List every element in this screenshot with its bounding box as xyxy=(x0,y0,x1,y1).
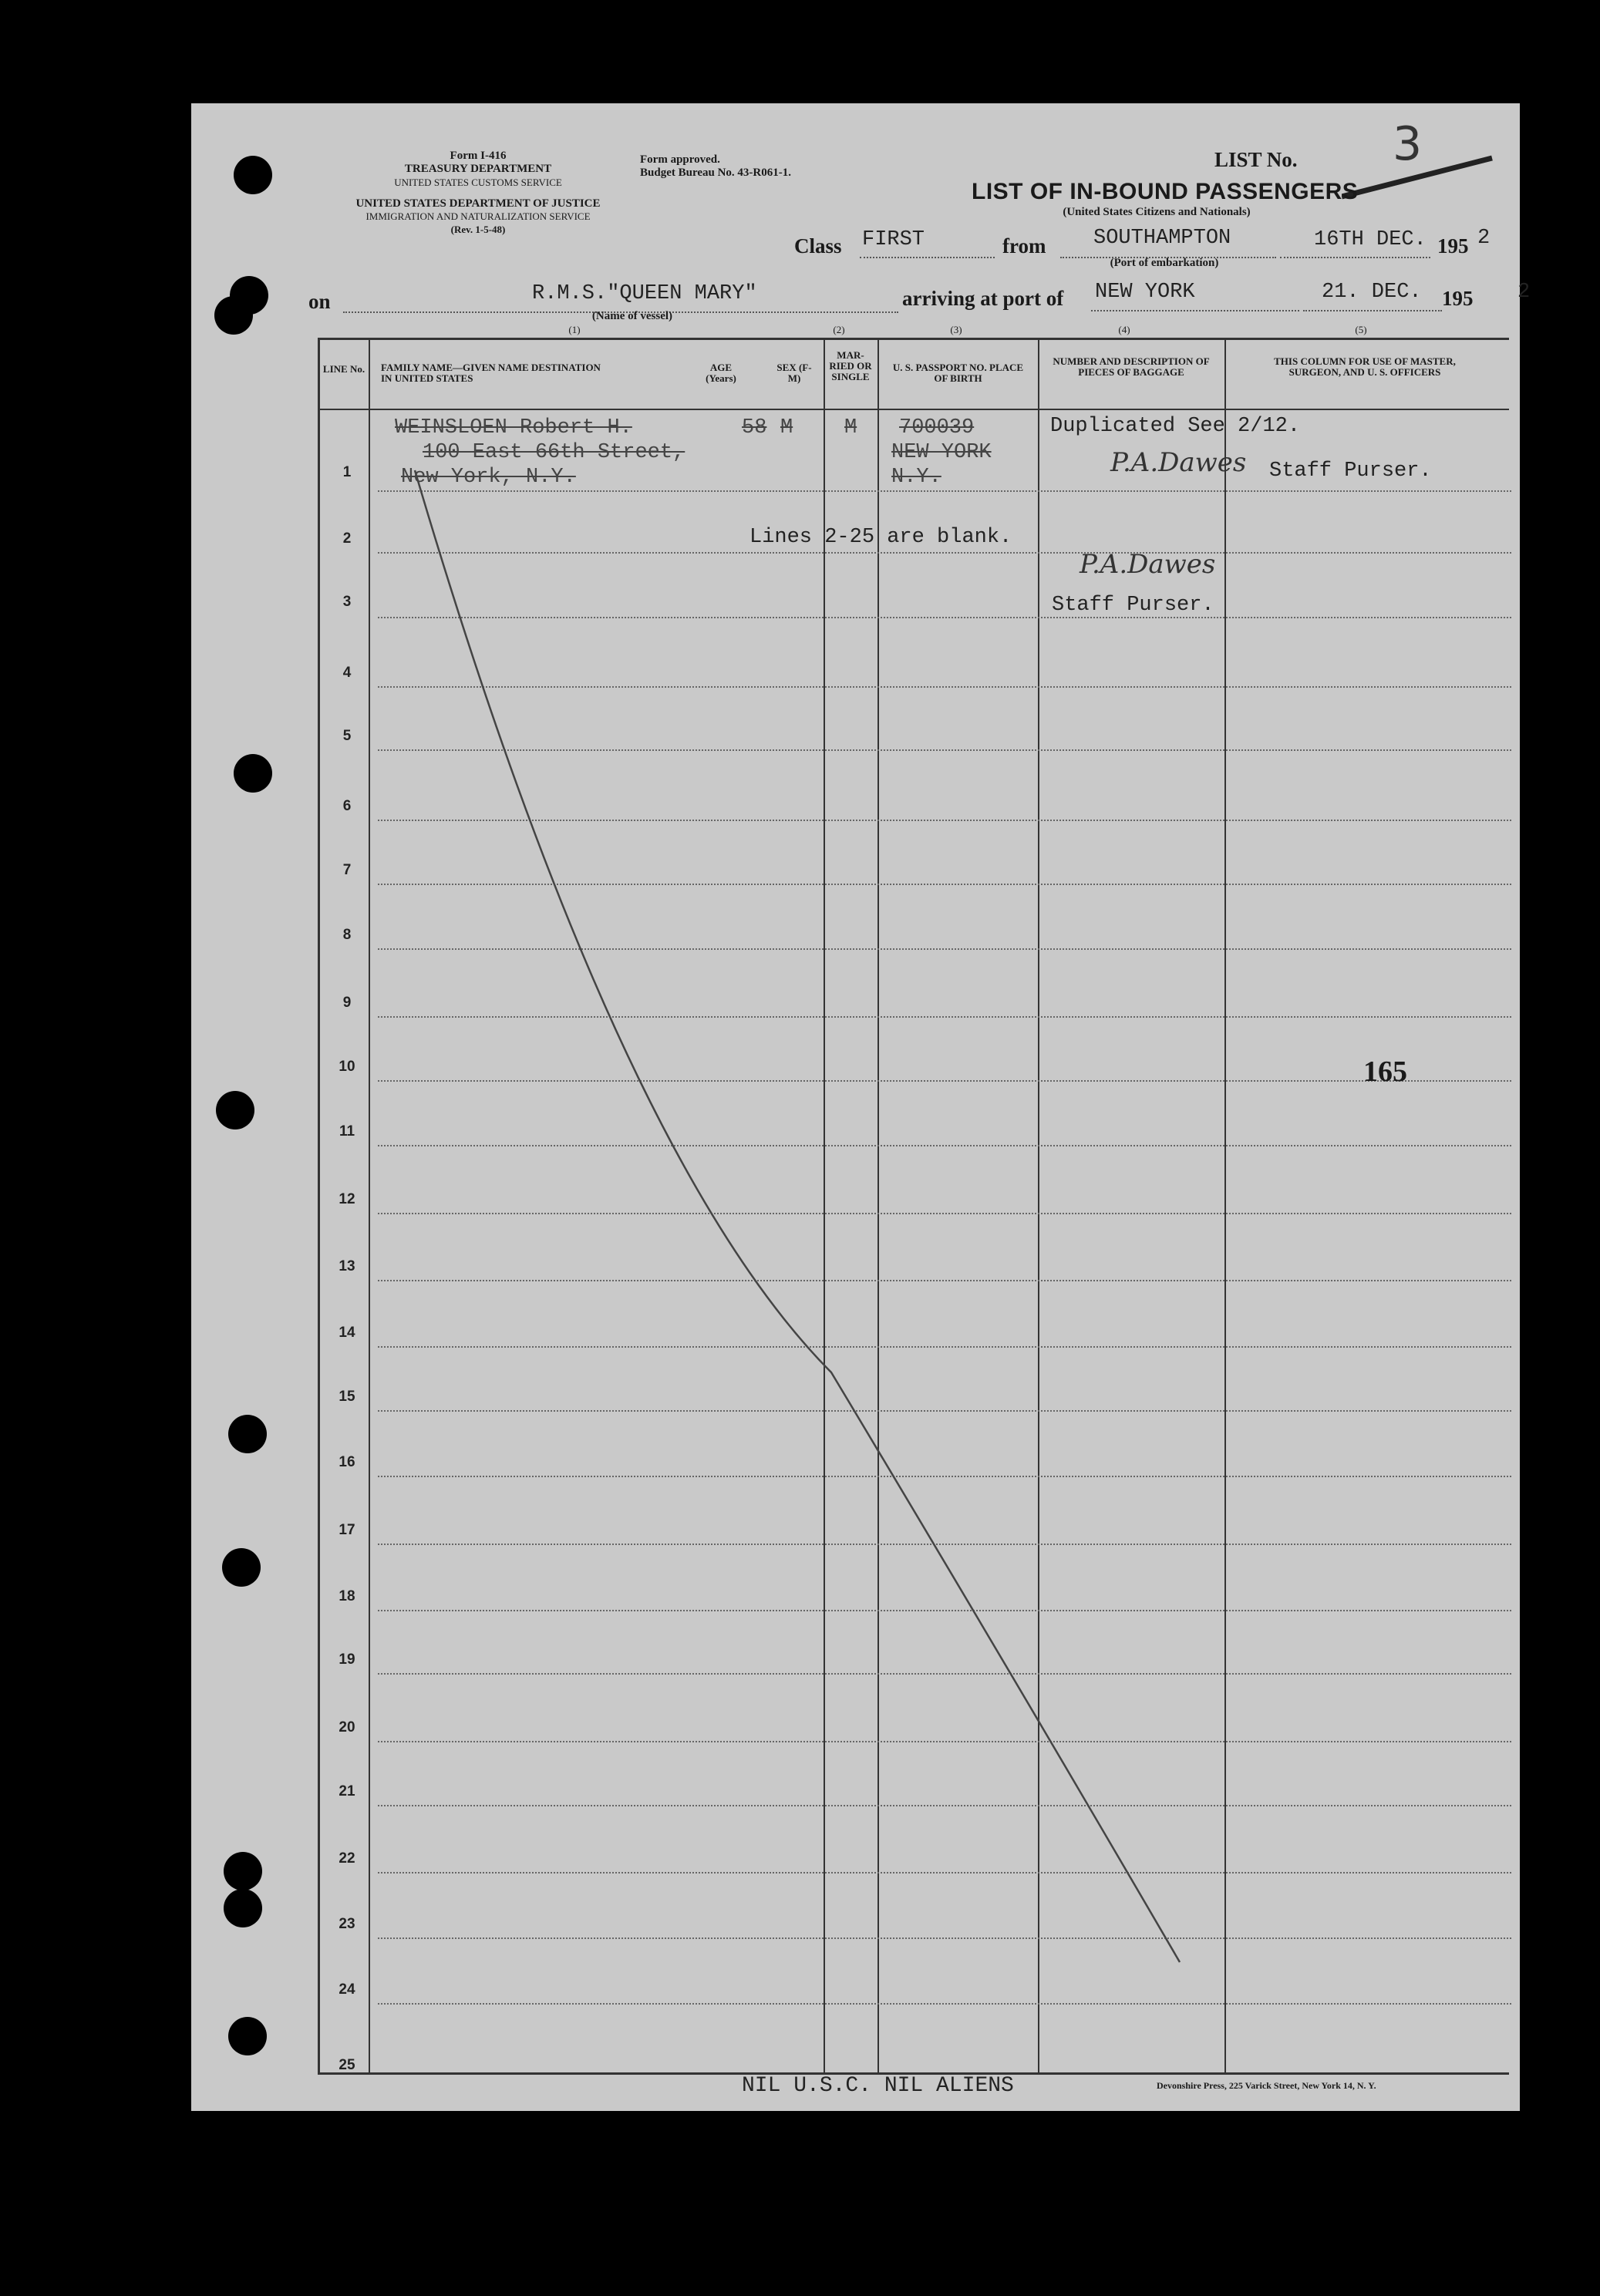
vessel-caption: (Name of vessel) xyxy=(591,310,673,322)
birth-place-2: N.Y. xyxy=(891,466,941,489)
passenger-name: WEINSLOEN Robert H. xyxy=(395,416,632,439)
arriving-label: arriving at port of xyxy=(902,287,1064,310)
passenger-sex: M xyxy=(780,416,793,439)
form-approved: Form approved. xyxy=(640,153,720,166)
staff-purser-1: Staff Purser. xyxy=(1269,460,1432,483)
line-number: 6 xyxy=(342,798,352,814)
embarkation-date: 16TH DEC. xyxy=(1314,228,1427,251)
col-header-line-no: LINE No. xyxy=(322,363,365,375)
signature-2: P.A.Dawes xyxy=(1080,549,1216,580)
col-number-5: (5) xyxy=(1355,324,1367,335)
revision: (Rev. 1-5-48) xyxy=(450,224,506,235)
line-number: 7 xyxy=(342,862,352,878)
form-number: Form I-416 xyxy=(450,150,507,162)
line-number: 20 xyxy=(339,1719,355,1735)
line-number: 2 xyxy=(342,530,352,547)
list-number-value: 3 xyxy=(1393,117,1423,171)
signature-1: P.A.Dawes xyxy=(1110,447,1247,478)
list-number-label: LIST No. xyxy=(1214,148,1298,171)
on-label: on xyxy=(308,290,331,313)
col-header-passport: U. S. PASSPORT NO. PLACE OF BIRTH xyxy=(892,362,1024,384)
line-number: 21 xyxy=(339,1783,355,1799)
col-header-name: FAMILY NAME—GIVEN NAME DESTINATION IN UNITED STATES xyxy=(381,362,601,384)
line-number: 5 xyxy=(342,728,352,744)
vessel-name: R.M.S."QUEEN MARY" xyxy=(532,282,757,305)
line-number: 18 xyxy=(339,1588,355,1604)
line-number: 11 xyxy=(339,1123,355,1140)
printer-imprint: Devonshire Press, 225 Varick Street, New York 14, N. Y. xyxy=(1157,2080,1376,2091)
year-suffix: 2 xyxy=(1477,227,1491,250)
class-value: FIRST xyxy=(862,228,925,251)
lines-blank-note: Lines 2-25 are blank. xyxy=(749,526,1012,549)
col-number-2: (2) xyxy=(833,324,845,335)
from-label: from xyxy=(1002,234,1046,258)
col-header-officers: THIS COLUMN FOR USE OF MASTER, SURGEON, AND U. S. OFFICERS xyxy=(1274,355,1456,378)
page-subtitle: (United States Citizens and Nationals) xyxy=(1063,206,1251,218)
nil-summary: NIL U.S.C. NIL ALIENS xyxy=(742,2074,1014,2098)
stamp-number: 165 xyxy=(1363,1055,1407,1088)
col-header-baggage: NUMBER AND DESCRIPTION OF PIECES OF BAGGAGE xyxy=(1053,355,1210,378)
passenger-address-2: New York, N.Y. xyxy=(401,466,576,489)
passenger-marital: M xyxy=(844,416,857,439)
birth-place-1: NEW YORK xyxy=(891,441,992,464)
passenger-age: 58 xyxy=(742,416,767,439)
arrival-port: NEW YORK xyxy=(1095,281,1195,304)
page-title: LIST OF IN-BOUND PASSENGERS xyxy=(972,179,1359,204)
passport-number: 700039 xyxy=(899,416,975,439)
staff-purser-2: Staff Purser. xyxy=(1052,594,1214,617)
line-number: 15 xyxy=(339,1389,355,1405)
arrival-year-prefix: 195 xyxy=(1442,287,1474,310)
line-number: 14 xyxy=(339,1325,355,1341)
line-number: 25 xyxy=(339,2057,355,2073)
line-number: 9 xyxy=(342,995,352,1011)
line-number: 22 xyxy=(339,1850,355,1867)
line-number: 24 xyxy=(339,1981,355,1998)
duplicated-note: Duplicated See 2/12. xyxy=(1050,415,1301,438)
ins-service: IMMIGRATION AND NATURALIZATION SERVICE xyxy=(365,210,591,222)
customs-service: UNITED STATES CUSTOMS SERVICE xyxy=(394,177,562,188)
line-number: 23 xyxy=(339,1916,355,1932)
line-number: 4 xyxy=(342,665,352,681)
line-number: 12 xyxy=(339,1191,355,1207)
arrival-year-suffix: 2 xyxy=(1517,281,1531,304)
passenger-address-1: 100 East 66th Street, xyxy=(423,441,685,464)
col-number-1: (1) xyxy=(568,324,581,335)
budget-bureau: Budget Bureau No. 43-R061-1. xyxy=(640,167,791,179)
line-number: 17 xyxy=(339,1522,355,1538)
col-number-3: (3) xyxy=(950,324,962,335)
line-number: 1 xyxy=(342,464,352,480)
port-of-embarkation: SOUTHAMPTON xyxy=(1093,227,1231,250)
line-number: 10 xyxy=(339,1059,355,1075)
col-header-age: AGE (Years) xyxy=(706,362,736,384)
col-number-4: (4) xyxy=(1118,324,1130,335)
justice-dept: UNITED STATES DEPARTMENT OF JUSTICE xyxy=(355,197,601,210)
line-number: 13 xyxy=(339,1258,355,1274)
class-label: Class xyxy=(794,234,842,258)
line-number: 3 xyxy=(342,594,352,610)
port-caption: (Port of embarkation) xyxy=(1110,257,1219,269)
line-number: 19 xyxy=(339,1651,355,1668)
year-prefix: 195 xyxy=(1437,234,1469,258)
col-header-married: MAR- RIED OR SINGLE xyxy=(829,349,872,382)
line-number: 16 xyxy=(339,1454,355,1470)
arrival-date: 21. DEC. xyxy=(1322,281,1422,304)
treasury-dept: TREASURY DEPARTMENT xyxy=(404,163,552,175)
col-header-sex: SEX (F-M) xyxy=(776,362,812,384)
line-number: 8 xyxy=(342,927,352,943)
